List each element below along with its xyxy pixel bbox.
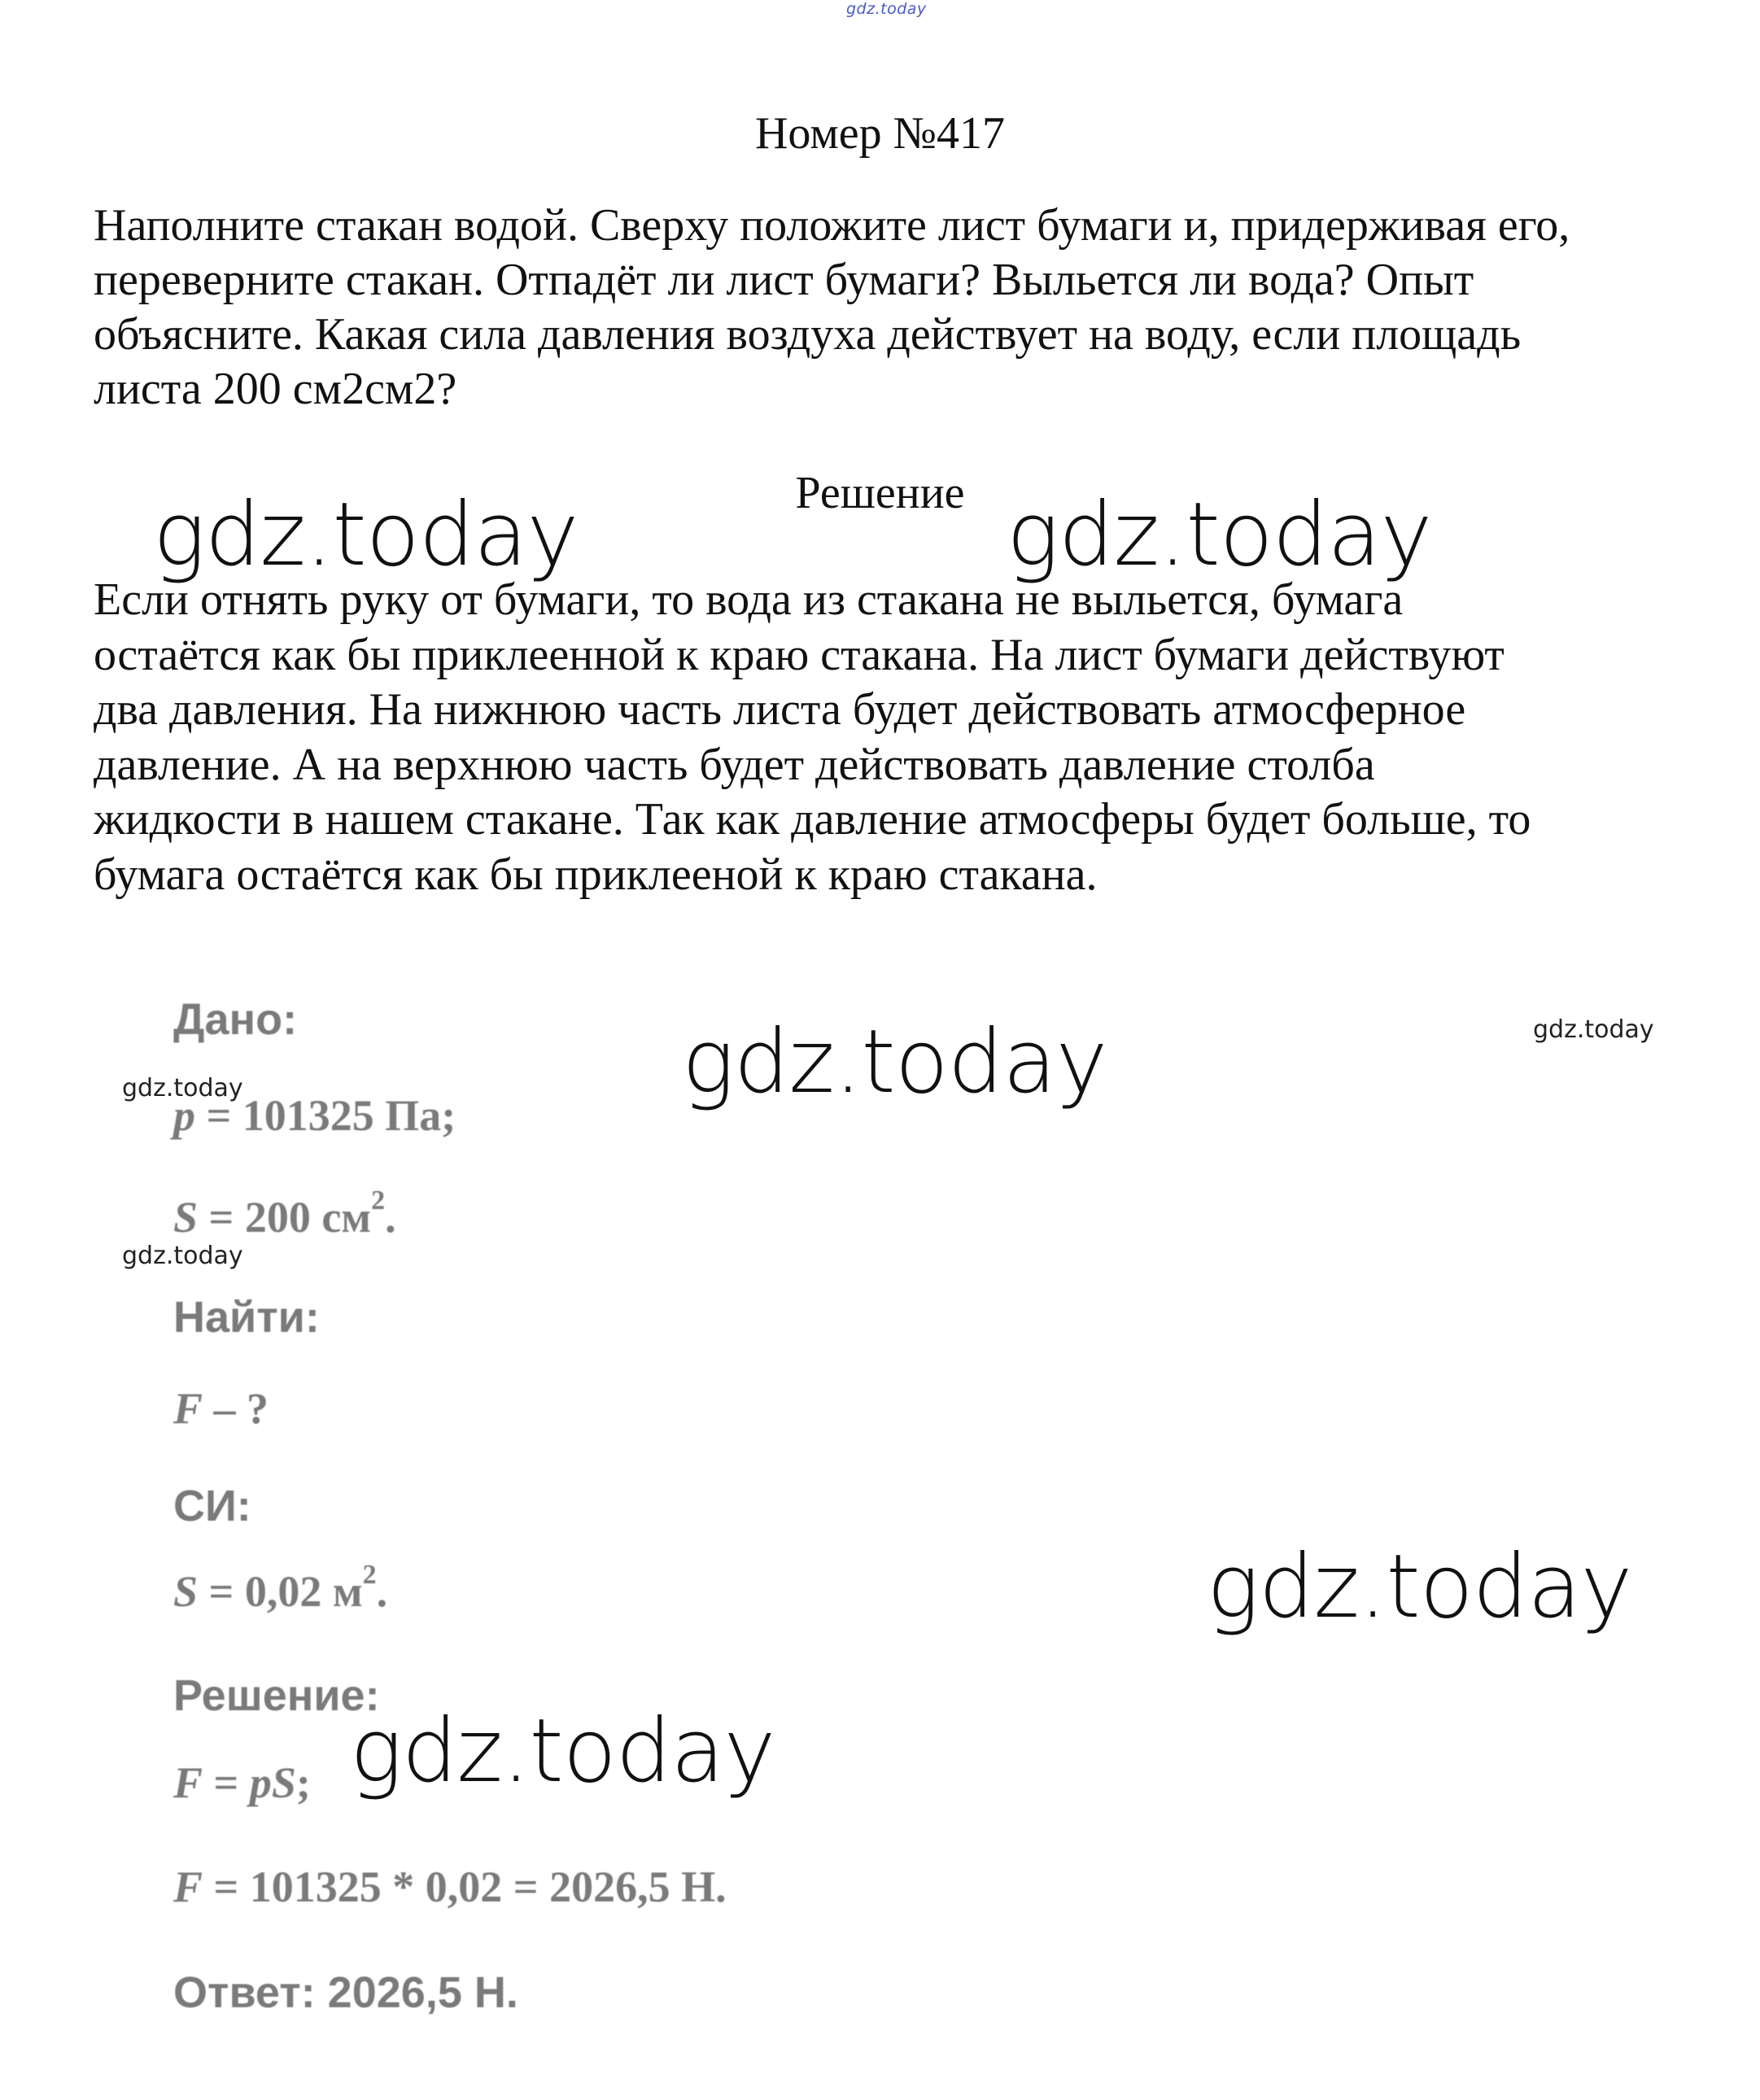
computation-value: = 101325 * 0,02 = 2026,5 Н. [203, 1862, 727, 1911]
watermark: gdz.today [1207, 1536, 1632, 1638]
area-exponent: 2 [371, 1185, 386, 1216]
task-text [94, 199, 1705, 417]
area-value: = 200 см [198, 1193, 372, 1242]
si-area-end: . [376, 1567, 388, 1616]
watermark: gdz.today [1007, 484, 1432, 586]
task-line: объясните. Какая сила давления воздуха действует на воду, если площадь [94, 309, 1522, 360]
si-area-value: = 0,02 м [198, 1567, 363, 1616]
find-force [173, 1383, 269, 1434]
pressure-value: = 101325 Па; [195, 1091, 456, 1140]
answer: Ответ: 2026,5 Н. [173, 1968, 518, 2017]
explanation-text [94, 573, 1705, 902]
watermark: gdz.today [682, 1011, 1107, 1113]
formula-end: ; [295, 1758, 311, 1807]
watermark: gdz.today [153, 484, 579, 586]
force-symbol: F [173, 1384, 203, 1433]
explanation-line: Если отнять руку от бумаги, то вода из стакана не выльется, бумага [94, 574, 1404, 625]
computation [173, 1862, 727, 1912]
explanation-line: давление. А на верхнюю часть будет действовать давление столба [94, 739, 1375, 790]
formula-equals: = [203, 1758, 250, 1807]
solution-heading: Решение [795, 468, 965, 518]
watermark-small: gdz.today [122, 1242, 243, 1270]
given-label: Дано: [173, 995, 298, 1044]
si-area-exponent: 2 [362, 1560, 377, 1590]
force-unknown: – ? [203, 1384, 269, 1433]
header-watermark: gdz.today [846, 0, 927, 18]
explanation-line: два давления. На нижнюю часть листа будет действовать атмосферное [94, 684, 1466, 735]
formula [173, 1757, 311, 1808]
formula-symbol: F [173, 1758, 203, 1807]
pressure-symbol: p [173, 1091, 195, 1140]
formula-expression: pS [249, 1758, 296, 1807]
si-area [173, 1560, 388, 1617]
task-line: Наполните стакан водой. Сверху положите лист бумаги и, придерживая его, [94, 200, 1570, 251]
explanation-line: бумага остаётся как бы приклееной к краю стакана. [94, 849, 1098, 900]
explanation-line: жидкости в нашем стакане. Так как давление атмосферы будет больше, то [94, 794, 1531, 845]
watermark-small: gdz.today [1533, 1015, 1654, 1044]
si-area-symbol: S [173, 1567, 199, 1616]
area-symbol: S [173, 1193, 199, 1242]
solution-label: Решение: [173, 1671, 380, 1720]
page-title: Номер №417 [754, 108, 1006, 159]
computation-symbol: F [173, 1862, 203, 1911]
area-end: . [385, 1193, 396, 1242]
task-line: переверните стакан. Отпадёт ли лист бумаги? Выльется ли вода? Опыт [94, 255, 1474, 305]
given-area [173, 1185, 396, 1242]
task-line: листа 200 см2см2? [94, 364, 457, 414]
find-label: Найти: [173, 1293, 320, 1342]
explanation-line: остаётся как бы приклеенной к краю стакана. На лист бумаги действуют [94, 629, 1505, 680]
watermark: gdz.today [350, 1701, 775, 1802]
si-label: СИ: [173, 1482, 251, 1530]
watermark-small: gdz.today [122, 1074, 243, 1102]
